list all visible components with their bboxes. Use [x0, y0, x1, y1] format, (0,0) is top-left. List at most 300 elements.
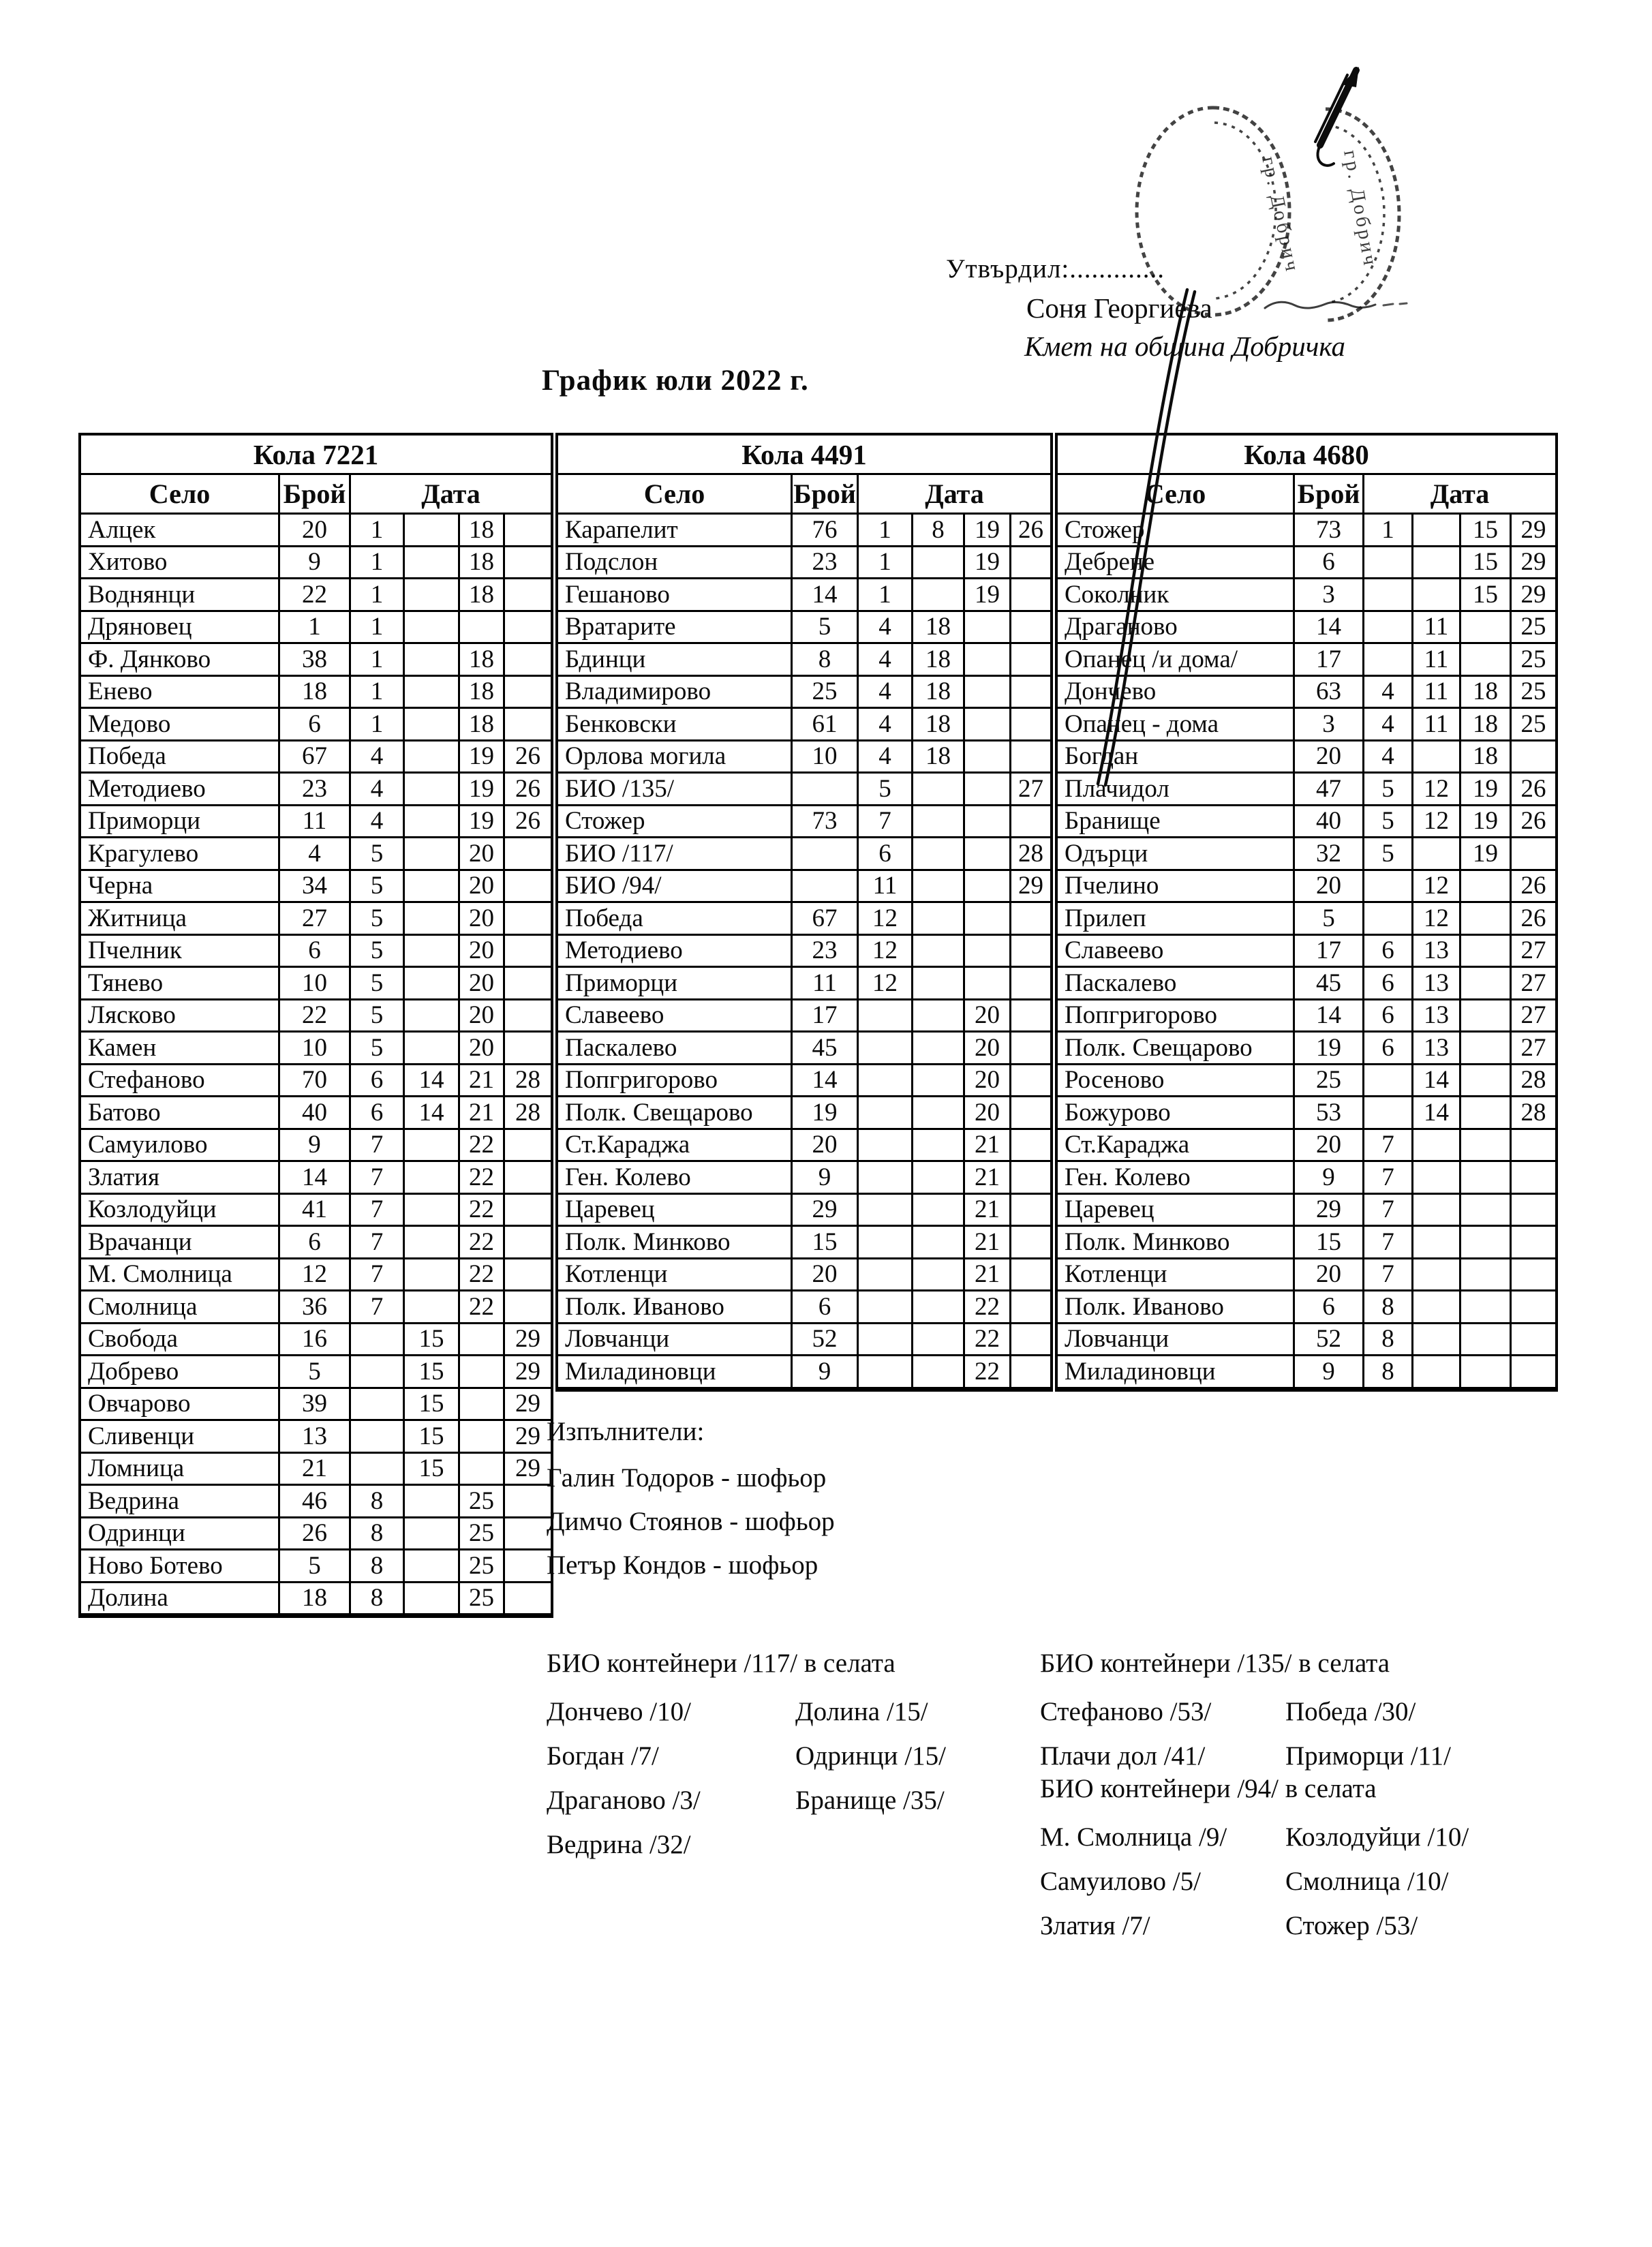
- date-cell: 8: [1364, 1291, 1413, 1324]
- date-cell: [405, 1518, 460, 1551]
- table-title: Кола 4491: [558, 435, 1050, 475]
- approval-label: Утвърдил:.............: [946, 254, 1165, 284]
- date-cell: [1512, 1227, 1555, 1259]
- date-cell: 29: [505, 1324, 551, 1357]
- count-cell: 46: [280, 1486, 351, 1518]
- count-cell: 14: [1295, 612, 1364, 645]
- date-cell: [1011, 1097, 1050, 1130]
- date-cell: 18: [913, 612, 965, 645]
- stamp-icon: [1137, 108, 1399, 320]
- date-cell: 15: [405, 1454, 460, 1486]
- date-cell: 25: [1512, 612, 1555, 645]
- count-cell: 17: [1295, 644, 1364, 677]
- date-cell: [1011, 1033, 1050, 1065]
- village-cell: Богдан: [1058, 742, 1295, 774]
- column-header-count: Брой: [1295, 475, 1364, 515]
- date-cell: [505, 1162, 551, 1195]
- date-cell: [1413, 1324, 1461, 1357]
- date-cell: [505, 1227, 551, 1259]
- date-cell: 12: [1413, 871, 1461, 904]
- date-cell: 15: [405, 1324, 460, 1357]
- date-cell: 19: [1461, 838, 1512, 871]
- date-cell: 19: [1461, 806, 1512, 839]
- date-cell: 19: [460, 774, 505, 806]
- count-cell: 19: [793, 1097, 859, 1130]
- village-cell: БИО /94/: [558, 871, 793, 904]
- date-cell: [405, 1583, 460, 1616]
- date-cell: 26: [1512, 903, 1555, 936]
- date-cell: [913, 1195, 965, 1227]
- village-cell: Ст.Караджа: [1058, 1130, 1295, 1163]
- column-header-count: Брой: [793, 475, 859, 515]
- date-cell: [505, 579, 551, 612]
- date-cell: 7: [1364, 1162, 1413, 1195]
- date-cell: [405, 806, 460, 839]
- date-cell: 18: [460, 547, 505, 580]
- date-cell: 4: [859, 677, 913, 709]
- date-cell: 27: [1512, 1033, 1555, 1065]
- date-cell: 22: [460, 1195, 505, 1227]
- date-cell: [505, 871, 551, 904]
- date-cell: 22: [965, 1356, 1011, 1389]
- date-cell: [1413, 1162, 1461, 1195]
- village-cell: Бдинци: [558, 644, 793, 677]
- date-cell: 11: [1413, 709, 1461, 742]
- count-cell: [793, 774, 859, 806]
- date-cell: 25: [460, 1583, 505, 1616]
- date-cell: [1011, 742, 1050, 774]
- count-cell: 14: [793, 1065, 859, 1098]
- date-cell: 20: [460, 903, 505, 936]
- village-cell: Ф. Дянково: [81, 644, 280, 677]
- count-cell: 10: [280, 1033, 351, 1065]
- count-cell: 9: [1295, 1356, 1364, 1389]
- count-cell: 3: [1295, 709, 1364, 742]
- count-cell: 41: [280, 1195, 351, 1227]
- date-cell: 20: [460, 838, 505, 871]
- count-cell: 76: [793, 515, 859, 547]
- count-cell: 23: [280, 774, 351, 806]
- date-cell: [1413, 1227, 1461, 1259]
- bio-section-title: БИО контейнери /94/ в селата: [1040, 1774, 1377, 1803]
- date-cell: [1011, 709, 1050, 742]
- date-cell: 11: [1413, 677, 1461, 709]
- date-cell: [505, 644, 551, 677]
- date-cell: [1512, 1195, 1555, 1227]
- date-cell: 20: [460, 871, 505, 904]
- date-cell: [405, 1291, 460, 1324]
- date-cell: 7: [1364, 1259, 1413, 1292]
- table-title: Кола 4680: [1058, 435, 1555, 475]
- date-cell: [1461, 871, 1512, 904]
- date-cell: 18: [1461, 709, 1512, 742]
- date-cell: 27: [1512, 968, 1555, 1000]
- count-cell: 13: [280, 1421, 351, 1454]
- date-cell: [405, 1033, 460, 1065]
- date-cell: 5: [351, 838, 405, 871]
- village-cell: Смолница: [81, 1291, 280, 1324]
- date-cell: 12: [1413, 903, 1461, 936]
- date-cell: 27: [1512, 1000, 1555, 1033]
- date-cell: [913, 1324, 965, 1357]
- village-cell: Подслон: [558, 547, 793, 580]
- date-cell: [1461, 903, 1512, 936]
- date-cell: [913, 1130, 965, 1163]
- date-cell: [1512, 1130, 1555, 1163]
- column-header-village: Село: [558, 475, 793, 515]
- date-cell: 13: [1413, 1000, 1461, 1033]
- date-cell: [405, 1195, 460, 1227]
- village-cell: Победа: [558, 903, 793, 936]
- count-cell: 12: [280, 1259, 351, 1292]
- date-cell: [405, 1162, 460, 1195]
- date-cell: 1: [351, 677, 405, 709]
- date-cell: [405, 936, 460, 968]
- count-cell: 70: [280, 1065, 351, 1098]
- village-cell: Полк. Свещарово: [558, 1097, 793, 1130]
- date-cell: 4: [351, 774, 405, 806]
- bio-village-item: Победа /30/: [1285, 1697, 1416, 1726]
- count-cell: 32: [1295, 838, 1364, 871]
- count-cell: 6: [280, 936, 351, 968]
- date-cell: [505, 1195, 551, 1227]
- village-cell: Победа: [81, 742, 280, 774]
- date-cell: 15: [405, 1421, 460, 1454]
- village-cell: Царевец: [1058, 1195, 1295, 1227]
- date-cell: 6: [1364, 1000, 1413, 1033]
- village-cell: Полк. Свещарово: [1058, 1033, 1295, 1065]
- count-cell: 34: [280, 871, 351, 904]
- date-cell: 13: [1413, 936, 1461, 968]
- column-header-date: Дата: [1364, 475, 1555, 515]
- date-cell: [1512, 1259, 1555, 1292]
- date-cell: 19: [965, 515, 1011, 547]
- village-cell: Ген. Колево: [1058, 1162, 1295, 1195]
- date-cell: [1413, 1259, 1461, 1292]
- date-cell: [1011, 612, 1050, 645]
- date-cell: [460, 1421, 505, 1454]
- date-cell: [505, 838, 551, 871]
- village-cell: Владимирово: [558, 677, 793, 709]
- count-cell: 3: [1295, 579, 1364, 612]
- date-cell: [1461, 1324, 1512, 1357]
- date-cell: [913, 1259, 965, 1292]
- date-cell: [1413, 579, 1461, 612]
- approver-title: Кмет на община Добричка: [1024, 331, 1345, 362]
- date-cell: 5: [351, 968, 405, 1000]
- count-cell: 18: [280, 677, 351, 709]
- column-header-count: Брой: [280, 475, 351, 515]
- date-cell: 28: [1011, 838, 1050, 871]
- date-cell: [913, 1227, 965, 1259]
- date-cell: [1413, 515, 1461, 547]
- count-cell: 38: [280, 644, 351, 677]
- date-cell: [913, 579, 965, 612]
- date-cell: [965, 936, 1011, 968]
- date-cell: 18: [460, 515, 505, 547]
- count-cell: 20: [1295, 742, 1364, 774]
- date-cell: 1: [351, 709, 405, 742]
- date-cell: [505, 709, 551, 742]
- date-cell: 26: [1512, 774, 1555, 806]
- count-cell: 20: [280, 515, 351, 547]
- date-cell: [1413, 1291, 1461, 1324]
- date-cell: [405, 838, 460, 871]
- date-cell: [1512, 1324, 1555, 1357]
- date-cell: 5: [351, 1000, 405, 1033]
- date-cell: [1011, 1162, 1050, 1195]
- date-cell: 6: [859, 838, 913, 871]
- date-cell: [1512, 1356, 1555, 1389]
- count-cell: 36: [280, 1291, 351, 1324]
- village-cell: Паскалево: [1058, 968, 1295, 1000]
- date-cell: 1: [1364, 515, 1413, 547]
- bio-village-item: Стожер /53/: [1285, 1911, 1418, 1940]
- date-cell: [965, 742, 1011, 774]
- approver-name: Соня Георгиева: [1026, 292, 1212, 324]
- village-cell: Ловчанци: [558, 1324, 793, 1357]
- count-cell: 9: [793, 1356, 859, 1389]
- date-cell: [859, 1291, 913, 1324]
- count-cell: 63: [1295, 677, 1364, 709]
- date-cell: [1011, 936, 1050, 968]
- date-cell: [405, 871, 460, 904]
- date-cell: [1461, 612, 1512, 645]
- date-cell: [405, 644, 460, 677]
- date-cell: 7: [351, 1291, 405, 1324]
- date-cell: [1413, 1195, 1461, 1227]
- date-cell: 25: [1512, 709, 1555, 742]
- date-cell: [913, 1065, 965, 1098]
- date-cell: [965, 903, 1011, 936]
- count-cell: 67: [280, 742, 351, 774]
- date-cell: [1461, 1259, 1512, 1292]
- village-cell: Полк. Иваново: [1058, 1291, 1295, 1324]
- column-header-date: Дата: [859, 475, 1050, 515]
- count-cell: 29: [1295, 1195, 1364, 1227]
- date-cell: [1364, 547, 1413, 580]
- date-cell: 14: [1413, 1065, 1461, 1098]
- date-cell: 18: [460, 579, 505, 612]
- count-cell: 47: [1295, 774, 1364, 806]
- date-cell: [913, 1162, 965, 1195]
- village-cell: Алцек: [81, 515, 280, 547]
- date-cell: [1364, 1065, 1413, 1098]
- village-cell: Свобода: [81, 1324, 280, 1357]
- bio-village-item: Стефаново /53/: [1040, 1697, 1212, 1726]
- date-cell: 14: [1413, 1097, 1461, 1130]
- date-cell: 4: [859, 644, 913, 677]
- date-cell: 21: [965, 1259, 1011, 1292]
- date-cell: 22: [965, 1291, 1011, 1324]
- count-cell: 16: [280, 1324, 351, 1357]
- date-cell: 18: [913, 742, 965, 774]
- village-cell: Одринци: [81, 1518, 280, 1551]
- count-cell: 23: [793, 547, 859, 580]
- date-cell: [1413, 742, 1461, 774]
- village-cell: Плачидол: [1058, 774, 1295, 806]
- count-cell: 73: [1295, 515, 1364, 547]
- village-cell: Енево: [81, 677, 280, 709]
- date-cell: [405, 774, 460, 806]
- date-cell: 26: [505, 774, 551, 806]
- village-cell: Методиево: [558, 936, 793, 968]
- date-cell: [1461, 1227, 1512, 1259]
- date-cell: [1011, 1324, 1050, 1357]
- village-cell: Котленци: [1058, 1259, 1295, 1292]
- schedule-table-kola-4680: [1055, 433, 1558, 1392]
- date-cell: 12: [1413, 774, 1461, 806]
- date-cell: 22: [460, 1162, 505, 1195]
- date-cell: [405, 1227, 460, 1259]
- count-cell: 17: [793, 1000, 859, 1033]
- village-cell: Славеево: [1058, 936, 1295, 968]
- date-cell: 6: [1364, 1033, 1413, 1065]
- village-cell: Стожер: [558, 806, 793, 839]
- date-cell: [405, 547, 460, 580]
- bio-section-117: [547, 1648, 1027, 1867]
- date-cell: [965, 612, 1011, 645]
- date-cell: 7: [1364, 1195, 1413, 1227]
- count-cell: 5: [280, 1356, 351, 1389]
- date-cell: [351, 1356, 405, 1389]
- village-cell: Попгригорово: [1058, 1000, 1295, 1033]
- date-cell: 11: [1413, 644, 1461, 677]
- count-cell: 22: [280, 1000, 351, 1033]
- date-cell: [460, 1356, 505, 1389]
- date-cell: [405, 579, 460, 612]
- date-cell: 29: [1011, 871, 1050, 904]
- count-cell: 53: [1295, 1097, 1364, 1130]
- village-cell: М. Смолница: [81, 1259, 280, 1292]
- village-cell: Хитово: [81, 547, 280, 580]
- village-cell: Орлова могила: [558, 742, 793, 774]
- date-cell: 22: [460, 1227, 505, 1259]
- date-cell: [859, 1324, 913, 1357]
- date-cell: [965, 806, 1011, 839]
- date-cell: 19: [1461, 774, 1512, 806]
- date-cell: [405, 1000, 460, 1033]
- count-cell: 40: [1295, 806, 1364, 839]
- count-cell: 52: [1295, 1324, 1364, 1357]
- date-cell: 1: [859, 515, 913, 547]
- date-cell: [913, 774, 965, 806]
- date-cell: 7: [1364, 1130, 1413, 1163]
- column-header-village: Село: [1058, 475, 1295, 515]
- date-cell: [460, 1324, 505, 1357]
- count-cell: 25: [1295, 1065, 1364, 1098]
- date-cell: [1011, 1227, 1050, 1259]
- date-cell: 19: [460, 806, 505, 839]
- date-cell: 4: [859, 709, 913, 742]
- bio-village-item: Козлодуйци /10/: [1285, 1822, 1469, 1852]
- count-cell: 45: [1295, 968, 1364, 1000]
- date-cell: 27: [1512, 936, 1555, 968]
- date-cell: 20: [460, 936, 505, 968]
- date-cell: [460, 1454, 505, 1486]
- date-cell: 20: [965, 1033, 1011, 1065]
- date-cell: [1011, 806, 1050, 839]
- date-cell: 22: [460, 1130, 505, 1163]
- village-cell: Батово: [81, 1097, 280, 1130]
- village-cell: Ген. Колево: [558, 1162, 793, 1195]
- count-cell: 17: [1295, 936, 1364, 968]
- date-cell: [1512, 742, 1555, 774]
- date-cell: [913, 1033, 965, 1065]
- date-cell: [505, 1033, 551, 1065]
- date-cell: [405, 1550, 460, 1583]
- date-cell: [1011, 677, 1050, 709]
- date-cell: [965, 677, 1011, 709]
- date-cell: 5: [351, 903, 405, 936]
- date-cell: [859, 1000, 913, 1033]
- stamp-city-text-2: гр. Добрич: [1339, 148, 1381, 270]
- date-cell: 20: [460, 1000, 505, 1033]
- date-cell: 5: [1364, 774, 1413, 806]
- date-cell: 18: [913, 709, 965, 742]
- date-cell: 8: [1364, 1356, 1413, 1389]
- date-cell: 5: [859, 774, 913, 806]
- date-cell: 7: [1364, 1227, 1413, 1259]
- date-cell: [1461, 1291, 1512, 1324]
- count-cell: 6: [280, 709, 351, 742]
- count-cell: [793, 871, 859, 904]
- date-cell: [1364, 871, 1413, 904]
- count-cell: 1: [280, 612, 351, 645]
- date-cell: [405, 1486, 460, 1518]
- executor-item: Петър Кондов - шофьор: [547, 1550, 819, 1580]
- bio-village-item: Плачи дол /41/: [1040, 1741, 1206, 1771]
- date-cell: 19: [965, 547, 1011, 580]
- date-cell: [505, 1130, 551, 1163]
- village-cell: Вратарите: [558, 612, 793, 645]
- count-cell: 26: [280, 1518, 351, 1551]
- date-cell: [505, 677, 551, 709]
- bio-village-item: Бранище /35/: [795, 1786, 945, 1815]
- date-cell: 19: [460, 742, 505, 774]
- date-cell: [1011, 1130, 1050, 1163]
- date-cell: [405, 1259, 460, 1292]
- date-cell: [505, 903, 551, 936]
- bio-village-item: Ведрина /32/: [547, 1830, 691, 1859]
- date-cell: 12: [859, 968, 913, 1000]
- date-cell: 20: [965, 1065, 1011, 1098]
- date-cell: 27: [1011, 774, 1050, 806]
- village-cell: Полк. Минково: [558, 1227, 793, 1259]
- date-cell: [965, 774, 1011, 806]
- date-cell: [1011, 1356, 1050, 1389]
- date-cell: [405, 612, 460, 645]
- bio-village-item: Самуилово /5/: [1040, 1867, 1201, 1896]
- count-cell: 9: [793, 1162, 859, 1195]
- date-cell: [505, 936, 551, 968]
- date-cell: 8: [351, 1518, 405, 1551]
- date-cell: [460, 612, 505, 645]
- count-cell: 9: [280, 1130, 351, 1163]
- village-cell: Славеево: [558, 1000, 793, 1033]
- stamp-city-text-1: гр. Добрич: [1257, 154, 1304, 276]
- date-cell: 6: [1364, 968, 1413, 1000]
- village-cell: Соколник: [1058, 579, 1295, 612]
- count-cell: 20: [1295, 1130, 1364, 1163]
- date-cell: [505, 515, 551, 547]
- count-cell: 8: [793, 644, 859, 677]
- date-cell: [405, 677, 460, 709]
- date-cell: [913, 547, 965, 580]
- date-cell: 26: [505, 742, 551, 774]
- date-cell: [505, 1259, 551, 1292]
- village-cell: Овчарово: [81, 1389, 280, 1422]
